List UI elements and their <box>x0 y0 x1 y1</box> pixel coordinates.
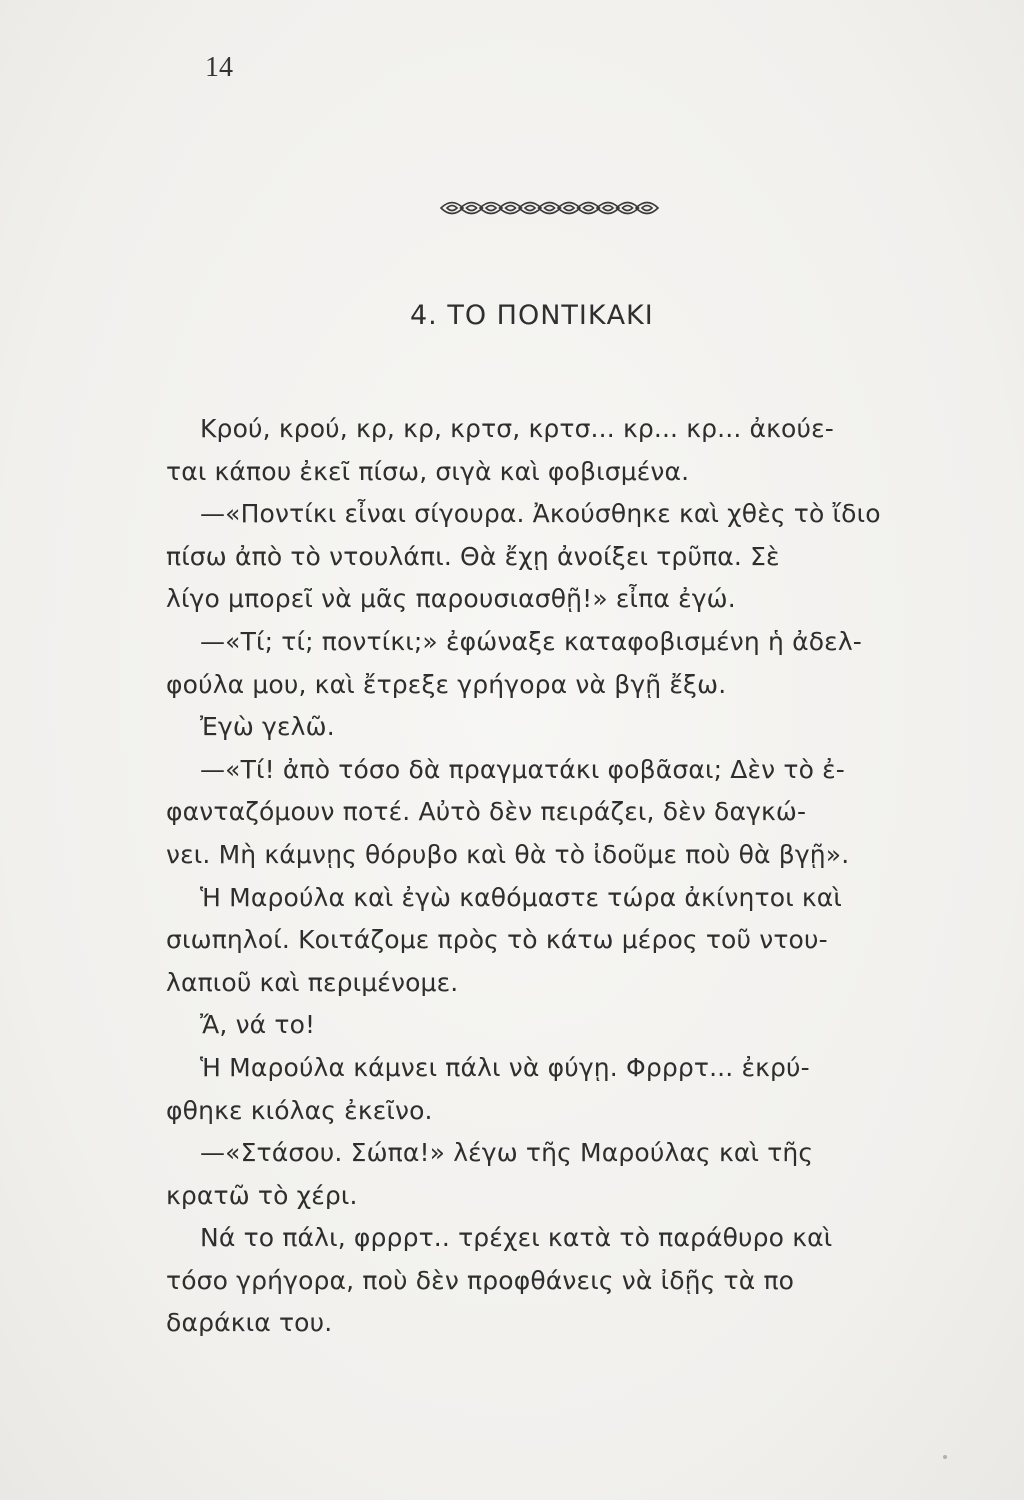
page-number: 14 <box>205 52 233 83</box>
text-line: Ἄ, νά το! <box>200 1010 316 1040</box>
text-line: —«Ποντίκι εἶναι σίγουρα. Ἀκούσθηκε καὶ χθὲς τὸ ἴδιο <box>200 499 881 529</box>
ornament-link-inner <box>447 206 457 211</box>
text-line: Ἡ Μαρούλα κάμνει πάλι νὰ φύγῃ. Φρρρτ... ἐκρύ- <box>200 1052 810 1082</box>
decorative-chain-ornament <box>440 196 680 220</box>
ornament-link-inner <box>525 206 535 211</box>
ornament-link-inner <box>467 206 477 211</box>
text-line: —«Στάσου. Σώπα!» λέγω τῆς Μαρούλας καὶ τῆς <box>200 1138 814 1168</box>
text-line: Ἐγὼ γελῶ. <box>200 712 335 742</box>
ornament-link-inner <box>642 206 652 211</box>
ornament-link-inner <box>564 206 574 211</box>
text-line: Νά το πάλι, φρρρτ.. τρέχει κατὰ τὸ παράθυρο καὶ <box>200 1223 833 1253</box>
text-line: φθηκε κιόλας ἐκεῖνο. <box>166 1095 433 1125</box>
text-line: Κρού, κρού, κρ, κρ, κρτσ, κρτσ... κρ... κρ... ἀκούε- <box>200 414 834 443</box>
paper-speck <box>943 1455 947 1459</box>
text-line: σιωπηλοί. Κοιτάζομε πρὸς τὸ κάτω μέρος τοῦ ντου- <box>166 925 828 955</box>
ornament-link-inner <box>545 206 555 211</box>
chapter-body <box>166 408 956 1345</box>
text-line: νει. Μὴ κάμνῃς θόρυβο καὶ θὰ τὸ ἰδοῦμε ποὺ θὰ βγῇ». <box>166 839 850 869</box>
text-line: φανταζόμουν ποτέ. Αὐτὸ δὲν πειράζει, δὲν δαγκώ- <box>166 797 807 827</box>
ornament-link-inner <box>506 206 516 211</box>
text-line: —«Τί! ἀπὸ τόσο δὰ πραγματάκι φοβᾶσαι; Δὲν τὸ ἐ- <box>200 754 845 784</box>
text-line: Ἡ Μαρούλα καὶ ἐγὼ καθόμαστε τώρα ἀκίνητοι καὶ <box>200 882 843 912</box>
text-line: φούλα μου, καὶ ἔτρεξε γρήγορα νὰ βγῇ ἔξω. <box>166 669 727 699</box>
text-line: κρατῶ τὸ χέρι. <box>166 1180 358 1210</box>
ornament-link-inner <box>486 206 496 211</box>
text-line: λαπιοῦ καὶ περιμένομε. <box>166 967 459 997</box>
text-line: τόσο γρήγορα, ποὺ δὲν προφθάνεις νὰ ἰδῇς τὰ πο <box>166 1265 795 1295</box>
text-line: δαράκια του. <box>166 1308 333 1338</box>
text-line: πίσω ἀπὸ τὸ ντουλάπι. Θὰ ἔχῃ ἀνοίξει τρῦπα. Σὲ <box>166 541 780 571</box>
ornament-link-inner <box>603 206 613 211</box>
text-line: λίγο μπορεῖ νὰ μᾶς παρουσιασθῇ!» εἶπα ἐγώ. <box>166 584 736 614</box>
chapter-title: 4. ΤΟ ΠΟΝΤΙΚΑΚΙ <box>410 300 654 331</box>
text-line: —«Τί; τί; ποντίκι;» ἐφώναξε καταφοβισμένη ἡ ἀδελ- <box>200 626 862 656</box>
text-line: ται κάπου ἐκεῖ πίσω, σιγὰ καὶ φοβισμένα. <box>166 456 690 486</box>
ornament-link-inner <box>584 206 594 211</box>
ornament-link-inner <box>623 206 633 211</box>
